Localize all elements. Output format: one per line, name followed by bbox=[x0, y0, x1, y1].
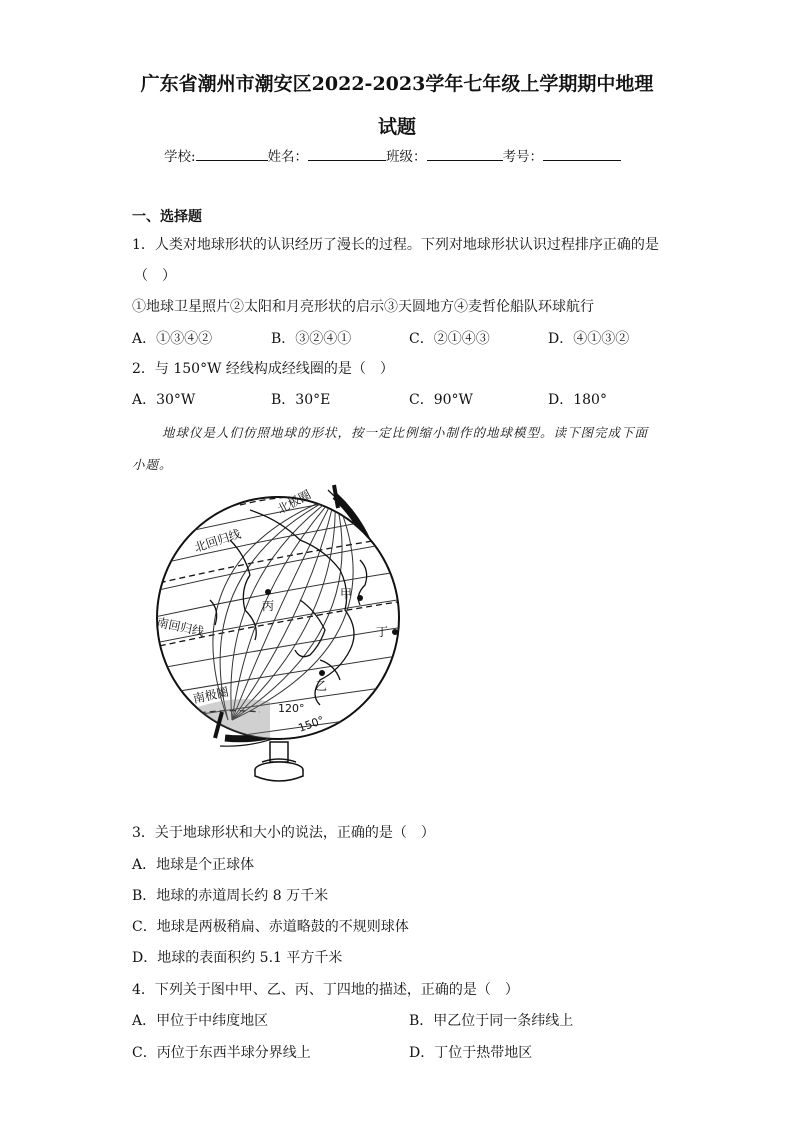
exam-no-blank[interactable] bbox=[543, 146, 621, 161]
q4-option-a[interactable]: A．甲位于中纬度地区 bbox=[132, 1013, 269, 1029]
q4-option-d[interactable]: D．丁位于热带地区 bbox=[409, 1045, 533, 1061]
axis-top bbox=[334, 485, 338, 508]
name-label: 姓名： bbox=[267, 149, 309, 165]
label-lon-120: 120° bbox=[278, 702, 305, 715]
passage-line2: 小题。 bbox=[132, 457, 173, 472]
page-title: 广东省潮州市潮安区2022-2023学年七年级上学期期中地理 bbox=[140, 73, 654, 95]
passage-line1: 地球仪是人们仿照地球的形状，按一定比例缩小制作的地球模型。读下图完成下面 bbox=[162, 425, 649, 440]
point-jia-marker bbox=[357, 595, 363, 601]
label-north-polar: 北极圈 bbox=[274, 487, 314, 517]
q1-option-b[interactable]: B．③②④① bbox=[271, 331, 352, 347]
label-ding: 丁 bbox=[376, 625, 389, 639]
point-yi-marker bbox=[319, 670, 325, 676]
q4-option-c[interactable]: C．丙位于东西半球分界线上 bbox=[132, 1045, 311, 1061]
q3-option-d[interactable]: D．地球的表面积约 5.1 平方千米 bbox=[132, 950, 343, 966]
label-tropic-cancer: 北回归线 bbox=[192, 526, 243, 555]
q2-option-b[interactable]: B．30°E bbox=[271, 392, 331, 408]
q4-stem: 4．下列关于图中甲、乙、丙、丁四地的描述，正确的是（ ） bbox=[132, 982, 519, 998]
q3-option-c[interactable]: C．地球是两极稍扁、赤道略鼓的不规则球体 bbox=[132, 919, 409, 935]
q1-stem: 1．人类对地球形状的认识经历了漫长的过程。下列对地球形状认识过程排序正确的是 bbox=[132, 237, 659, 253]
label-jia: 甲 bbox=[340, 587, 353, 601]
q2-option-a[interactable]: A．30°W bbox=[132, 392, 196, 408]
label-tropic-capricorn: 南回归线 bbox=[155, 615, 206, 639]
q1-bracket: （ ） bbox=[134, 268, 176, 284]
page-title-line2: 试题 bbox=[377, 116, 416, 138]
q3-stem: 3．关于地球形状和大小的说法，正确的是（ ） bbox=[132, 825, 435, 841]
school-label: 学校: bbox=[164, 149, 196, 165]
globe-stand bbox=[255, 742, 303, 781]
label-yi: 乙 bbox=[315, 679, 328, 693]
q2-stem: 2．与 150°W 经线构成经线圈的是（ ） bbox=[132, 361, 394, 377]
q3-option-b[interactable]: B．地球的赤道周长约 8 万千米 bbox=[132, 888, 329, 904]
section-heading: 一、选择题 bbox=[132, 209, 202, 225]
label-bing: 丙 bbox=[262, 599, 275, 613]
q1-option-a[interactable]: A．①③④② bbox=[132, 331, 213, 347]
q1-option-d[interactable]: D．④①③② bbox=[548, 331, 630, 347]
point-ding-marker bbox=[392, 629, 398, 635]
exam-no-label: 考号： bbox=[502, 149, 544, 165]
class-label: 班级： bbox=[386, 149, 427, 165]
class-blank[interactable] bbox=[427, 146, 503, 161]
student-info-line bbox=[164, 145, 621, 165]
q1-items: ①地球卫星照片②太阳和月亮形状的启示③天圆地方④麦哲伦船队环球航行 bbox=[132, 299, 594, 315]
name-blank[interactable] bbox=[308, 146, 386, 161]
label-south-polar: 南极圈 bbox=[191, 684, 230, 706]
q2-option-c[interactable]: C．90°W bbox=[409, 392, 473, 408]
school-blank[interactable] bbox=[196, 146, 268, 161]
label-lon-150: 150° bbox=[296, 713, 326, 735]
q1-option-c[interactable]: C．②①④③ bbox=[409, 331, 490, 347]
q3-option-a[interactable]: A．地球是个正球体 bbox=[132, 857, 255, 873]
q2-option-d[interactable]: D．180° bbox=[548, 392, 607, 408]
point-bing-marker bbox=[265, 589, 271, 595]
globe-figure bbox=[150, 480, 420, 785]
q4-option-b[interactable]: B．甲乙位于同一条纬线上 bbox=[409, 1013, 574, 1029]
